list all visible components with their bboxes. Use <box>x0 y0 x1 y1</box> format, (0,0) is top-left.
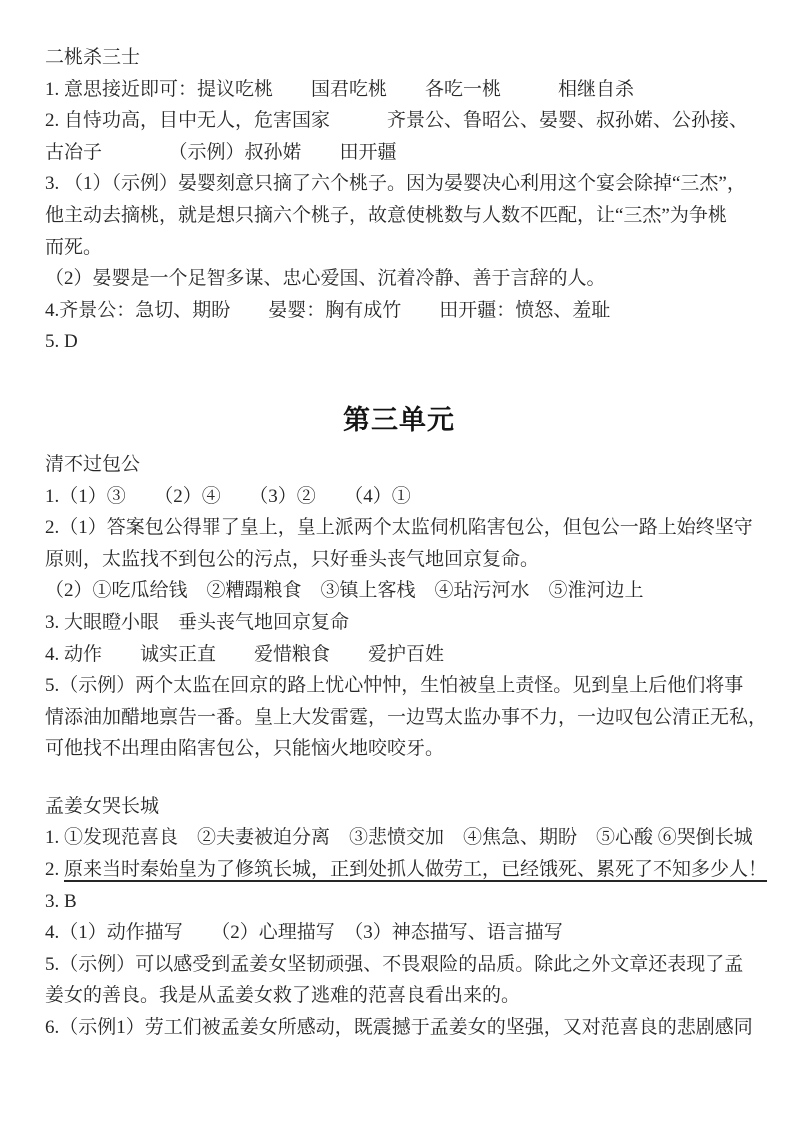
lesson-title-er-tao-sha-san-shi: 二桃杀三士 <box>45 47 141 68</box>
answer-line: 可他找不出理由陷害包公，只能恼火地咬咬牙。 <box>45 738 445 760</box>
answer-line: 4. 动作 诚实正直 爱惜粮食 爱护百姓 <box>45 643 445 665</box>
answer-line: 古冶子 （示例）叔孙婼 田开疆 <box>45 141 397 163</box>
answer-line: 情添油加醋地禀告一番。皇上大发雷霆，一边骂太监办事不力，一边叹包公清正无私， <box>45 706 768 728</box>
answer-line: 他主动去摘桃，就是想只摘六个桃子，故意使桃数与人数不匹配，让“三杰”为争桃 <box>45 204 727 226</box>
answer-line: 5.（示例）两个太监在回京的路上忧心忡忡，生怕被皇上责怪。见到皇上后他们将事 <box>45 675 744 697</box>
answer-line: 3. （1）（示例）晏婴刻意只摘了六个桃子。因为晏婴决心利用这个宴会除掉“三杰”， <box>45 173 746 195</box>
section-qing-bu-guo-bao-gong <box>45 449 768 765</box>
lesson-title-meng-jiang-nv: 孟姜女哭长城 <box>45 795 160 817</box>
answer-line: 而死。 <box>45 236 103 258</box>
answer-line: 姜女的善良。我是从孟姜女救了逃难的范喜良看出来的。 <box>45 985 521 1007</box>
section-er-tao-sha-san-shi <box>45 42 753 358</box>
answer-line-underlined <box>45 854 768 886</box>
lesson-title-qing-bu-guo-bao-gong: 清不过包公 <box>45 453 141 475</box>
answer-line: 3. 大眼瞪小眼 垂头丧气地回京复命 <box>45 611 350 633</box>
answer-line: 2.（1）答案包公得罪了皇上，皇上派两个太监伺机陷害包公，但包公一路上始终坚守 <box>45 517 753 539</box>
answer-line: 3. B <box>45 890 77 912</box>
answer-line: 1. ①发现范喜良 ②夫妻被迫分离 ③悲愤交加 ④焦急、期盼 ⑤心酸 ⑥哭倒长城 <box>45 827 753 849</box>
answer-line: 5.（示例）可以感受到孟姜女坚韧顽强、不畏艰险的品质。除此之外文章还表现了孟 <box>45 953 744 975</box>
underlined-answer-text: 原来当时秦始皇为了修筑长城，正到处抓人做劳工，已经饿死、累死了不知多少人！ <box>64 859 768 881</box>
unit-heading: 第三单元 <box>343 404 455 435</box>
answer-line: 原则，太监找不到包公的污点，只好垂头丧气地回京复命。 <box>45 548 540 570</box>
answer-line: 5. D <box>45 331 78 353</box>
answer-line: 4.（1）动作描写 （2）心理描写 （3）神态描写、语言描写 <box>45 922 563 944</box>
answer-line: （2）晏婴是一个足智多谋、忠心爱国、沉着冷静、善于言辞的人。 <box>45 268 606 290</box>
answer-line: 2. 自恃功高，目中无人，危害国家 齐景公、鲁昭公、晏婴、叔孙婼、公孙接、 <box>45 110 749 132</box>
answer-line: 1. 意思接近即可：提议吃桃 国君吃桃 各吃一桃 相继自杀 <box>45 78 635 100</box>
section-meng-jiang-nv <box>45 791 768 1044</box>
answer-number-prefix: 2. <box>45 859 64 881</box>
answer-line: （2）①吃瓜给钱 ②糟蹋粮食 ③镇上客栈 ④玷污河水 ⑤淮河边上 <box>45 580 644 602</box>
answer-line: 4.齐景公：急切、期盼 晏婴：胸有成竹 田开疆：愤怒、羞耻 <box>45 299 611 321</box>
answer-line: 1.（1）③ （2）④ （3）② （4）① <box>45 485 411 507</box>
answer-line: 6.（示例1）劳工们被孟姜女所感动，既震撼于孟姜女的坚强，又对范喜良的悲剧感同 <box>45 1017 753 1039</box>
